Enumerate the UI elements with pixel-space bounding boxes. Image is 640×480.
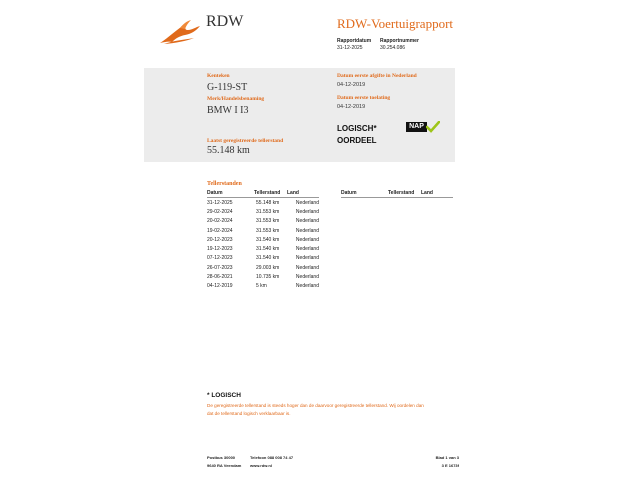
odo-country: Nederland xyxy=(295,227,319,234)
odo-date: 19-02-2024 xyxy=(207,227,233,234)
odo-date: 28-06-2021 xyxy=(207,274,233,281)
footer-web: www.rdw.nl xyxy=(250,463,272,468)
odo-reading: 5 km xyxy=(256,283,267,290)
odo-reading: 31.553 km xyxy=(256,227,280,234)
table-row xyxy=(207,254,319,263)
odo-country: Nederland xyxy=(295,208,319,215)
vehicle-panel xyxy=(144,68,455,162)
rdw-bird-icon xyxy=(158,18,204,46)
report-title: RDW-Voertuigrapport xyxy=(337,16,454,31)
odo-reading: 31.540 km xyxy=(256,246,280,253)
odo-reading: 29.003 km xyxy=(256,264,280,271)
odo-country: Nederland xyxy=(295,236,319,243)
col-date: Datum xyxy=(207,189,254,198)
odo-reading: 31.553 km xyxy=(256,208,280,215)
nap-text: NAP xyxy=(406,122,427,132)
table-row xyxy=(207,217,319,226)
table-header-row xyxy=(207,189,319,198)
odometer-table-left xyxy=(207,189,319,291)
col-country: Land xyxy=(287,189,319,198)
check-icon xyxy=(426,121,440,133)
report-date-label: Rapportdatum xyxy=(337,38,372,44)
col-country: Land xyxy=(421,189,453,198)
report-number-label: Rapportnummer xyxy=(380,38,419,44)
note-line2: dat de tellerstand logisch verklaarbaar is. xyxy=(207,411,291,416)
col-reading: Tellerstand xyxy=(254,189,287,198)
odo-country: Nederland xyxy=(295,274,319,281)
first-admission-label: Datum eerste toelating xyxy=(337,95,391,101)
table-row xyxy=(207,244,319,253)
col-reading: Tellerstand xyxy=(388,189,421,198)
note-title: * LOGISCH xyxy=(207,392,241,399)
report-number-value: 30.254.086 xyxy=(380,45,406,51)
odo-reading: 31.553 km xyxy=(256,218,280,225)
table-row xyxy=(207,207,319,216)
odo-reading: 31.540 km xyxy=(256,236,280,243)
table-row xyxy=(207,272,319,281)
verdict-line1: LOGISCH* xyxy=(337,124,377,133)
odo-date: 04-12-2019 xyxy=(207,283,233,290)
brand-name: RDW xyxy=(206,13,244,30)
odo-date: 29-02-2024 xyxy=(207,208,233,215)
table-row xyxy=(207,282,319,291)
footer-address1: Postbus 30000 xyxy=(207,455,236,460)
odo-country: Nederland xyxy=(295,218,319,225)
first-issue-label: Datum eerste afgifte in Nederland xyxy=(337,73,417,79)
odo-date: 20-12-2023 xyxy=(207,236,233,243)
footer-code: 3 E 1673f xyxy=(441,463,459,468)
plate-value: G-119-ST xyxy=(207,82,248,93)
make-value: BMW I I3 xyxy=(207,105,249,116)
odo-country: Nederland xyxy=(295,283,319,290)
odo-country: Nederland xyxy=(295,264,319,271)
table-row xyxy=(207,226,319,235)
last-odometer-value: 55.148 km xyxy=(207,145,250,156)
table-row xyxy=(207,198,319,208)
odo-date: 31-12-2025 xyxy=(207,199,233,206)
odometer-table-right xyxy=(341,189,453,198)
odo-country: Nederland xyxy=(295,255,319,262)
odo-date: 20-02-2024 xyxy=(207,218,233,225)
rdw-logo xyxy=(158,18,204,46)
note-line1: De geregistreerde tellerstand is steeds hoger dan de daarvoor geregistreerde tellerstand. Wij oordelen dan xyxy=(207,403,424,408)
first-admission-value: 04-12-2019 xyxy=(337,104,366,110)
odo-reading: 10.735 km xyxy=(256,274,280,281)
footer-address2: 9640 RA Veendam xyxy=(207,463,242,468)
odo-country: Nederland xyxy=(295,199,319,206)
table-row xyxy=(207,235,319,244)
plate-label: Kenteken xyxy=(207,73,230,79)
nap-badge xyxy=(406,121,438,134)
verdict-line2: OORDEEL xyxy=(337,136,377,145)
make-label: Merk/Handelsbenaming xyxy=(207,96,265,102)
table-header-row xyxy=(341,189,453,198)
footer-phone: Telefoon 088 008 74 47 xyxy=(250,455,294,460)
table-row xyxy=(207,263,319,272)
first-issue-value: 04-12-2019 xyxy=(337,82,366,88)
odo-reading: 31.540 km xyxy=(256,255,280,262)
odo-date: 19-12-2023 xyxy=(207,246,233,253)
footer-page: Blad 1 van 3 xyxy=(435,455,459,460)
odo-country: Nederland xyxy=(295,246,319,253)
odo-reading: 55.148 km xyxy=(256,199,280,206)
last-odometer-label: Laatst geregistreerde tellerstand xyxy=(207,138,284,144)
odometer-section-title: Tellerstanden xyxy=(207,181,242,187)
report-date-value: 31-12-2025 xyxy=(337,45,363,51)
odo-date: 26-07-2023 xyxy=(207,264,233,271)
odo-date: 07-12-2023 xyxy=(207,255,233,262)
col-date: Datum xyxy=(341,189,388,198)
